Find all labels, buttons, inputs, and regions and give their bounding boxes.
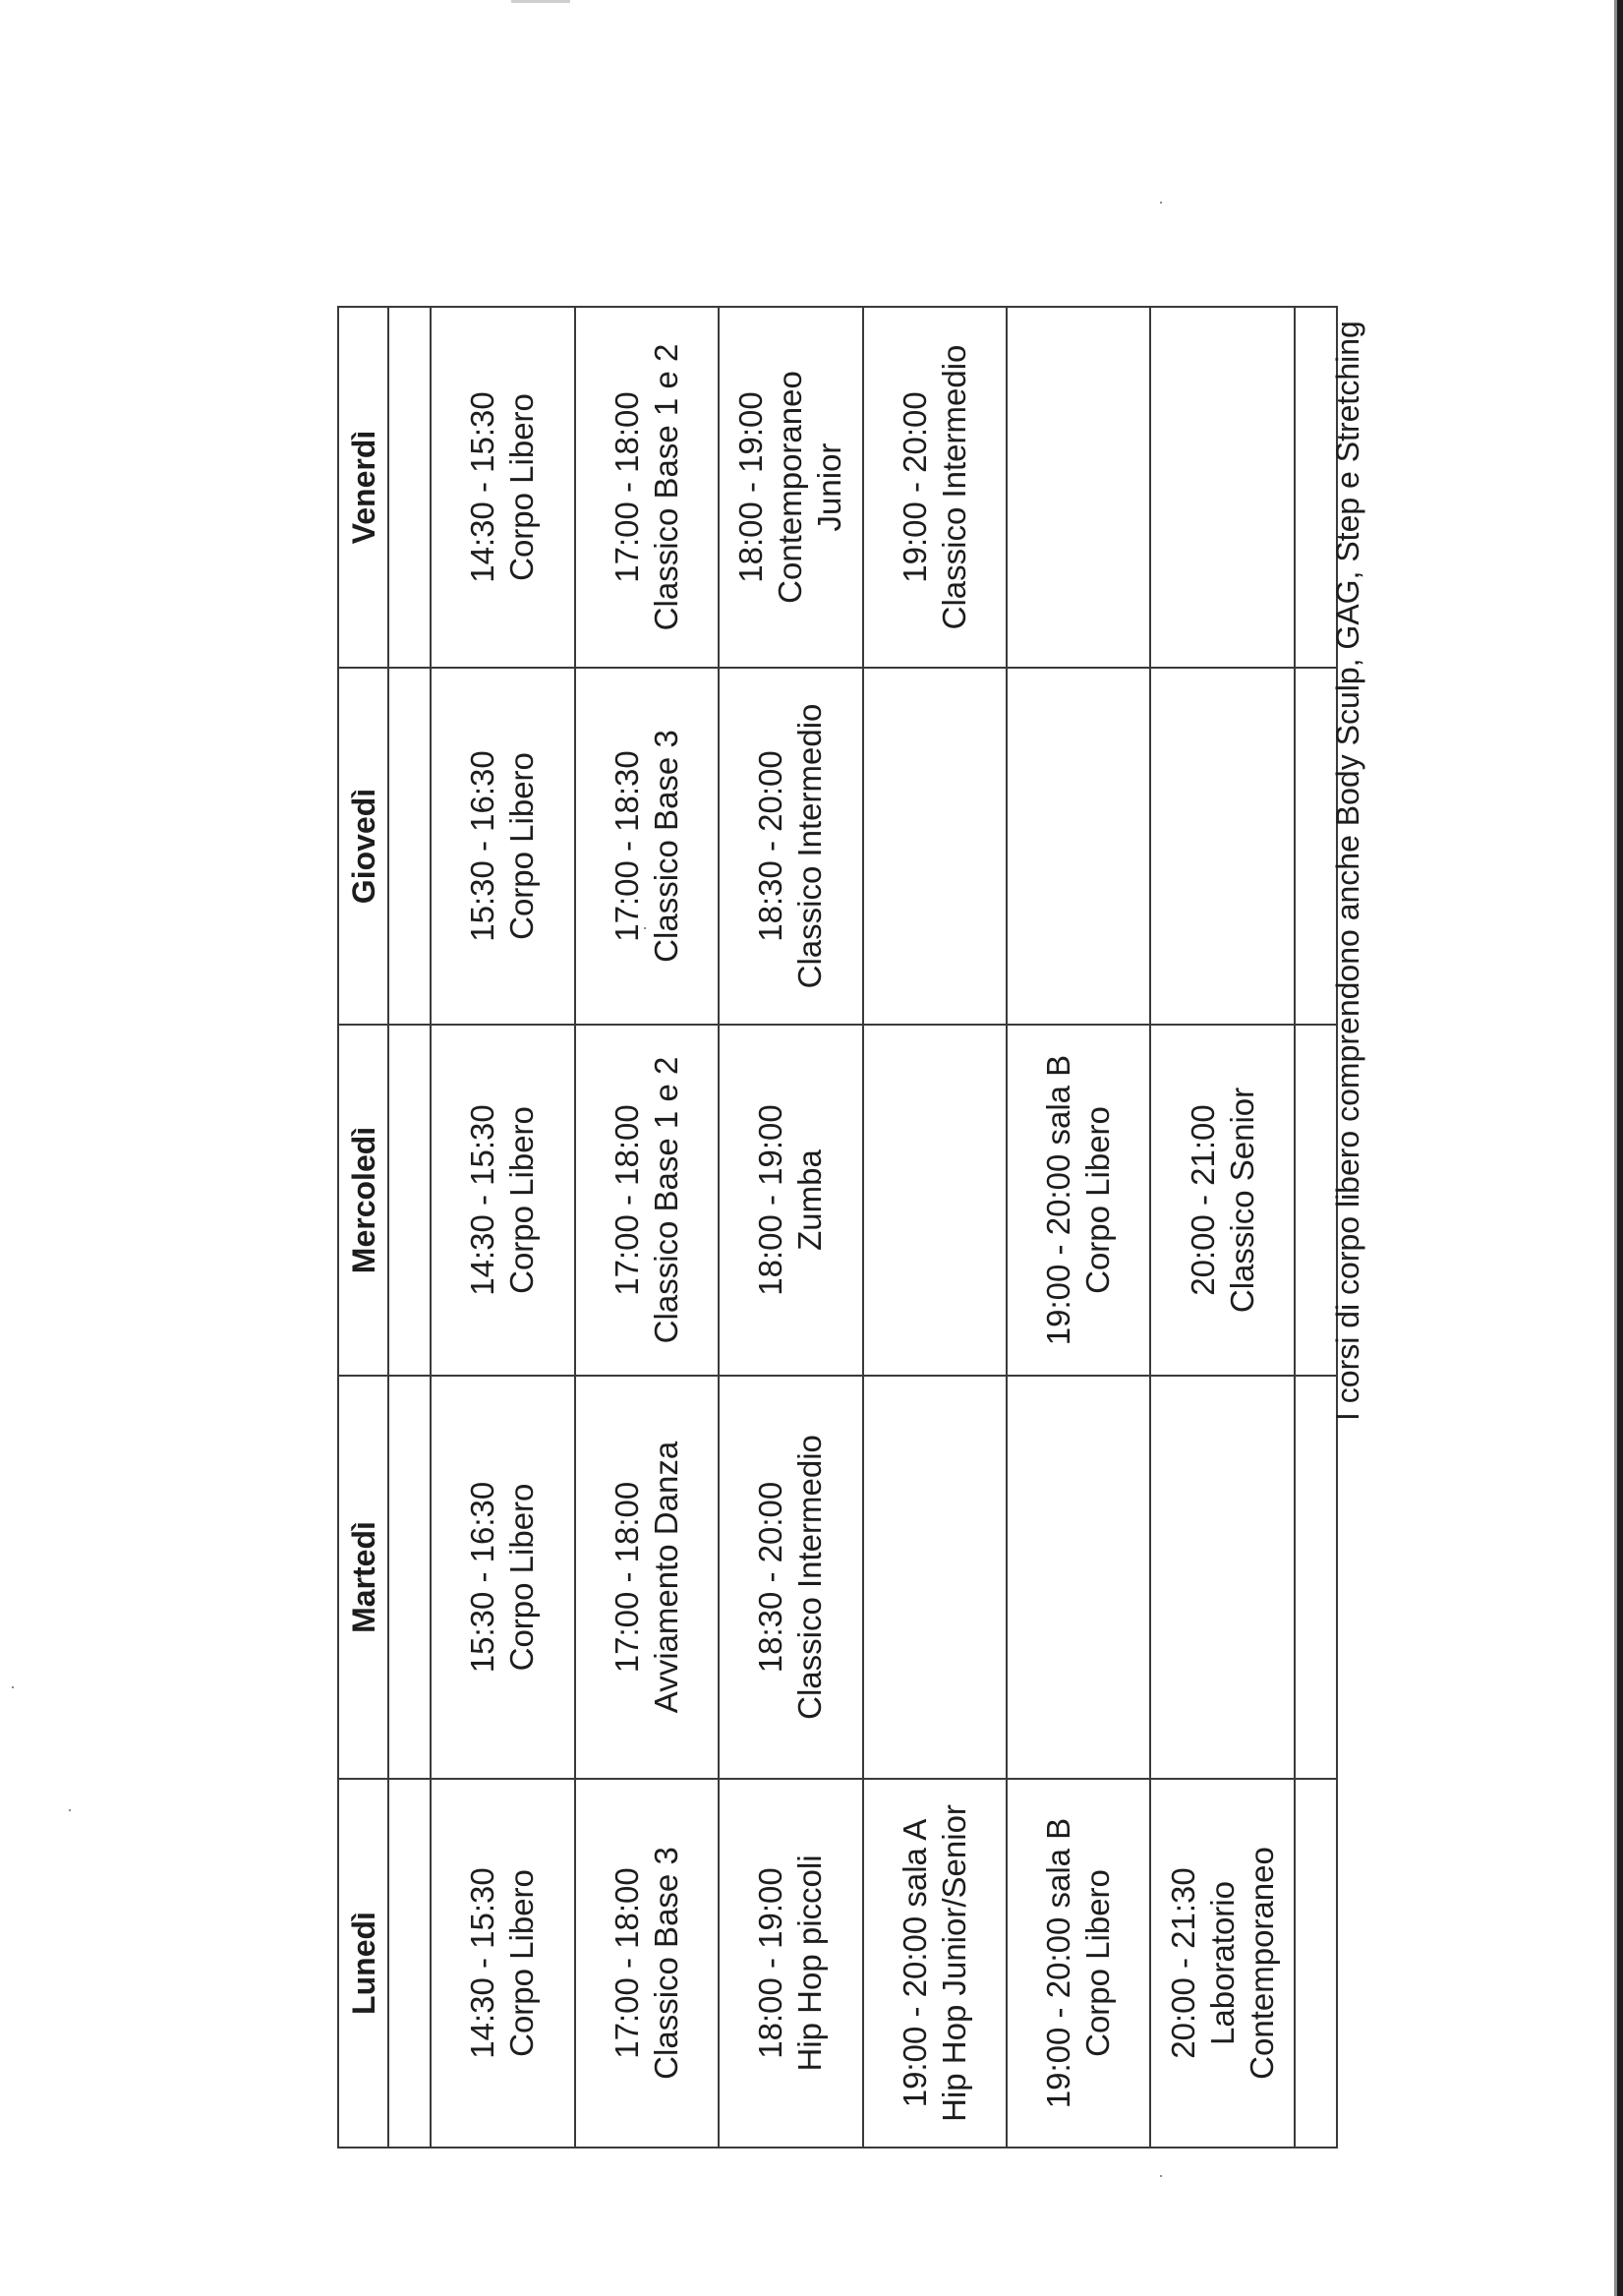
spacer-row [388, 307, 431, 2148]
slot-cell [1150, 307, 1294, 668]
slot-cell [1007, 668, 1150, 1025]
slot-cell [1007, 1025, 1150, 1376]
slot-cell [719, 1779, 862, 2148]
cell-line: Classico Base 3 [647, 730, 684, 963]
slot-cell [431, 668, 574, 1025]
cell-line: 17:00 - 18:00 [608, 1481, 645, 1674]
cell-line: 19:00 - 20:00 [896, 391, 933, 583]
empty-cell [388, 1376, 431, 1779]
cell-line: Classico Intermedio [791, 1435, 829, 1720]
slot-cell [863, 1376, 1007, 1779]
cell-line: Classico Base 3 [647, 1847, 684, 2080]
day-header: Mercoledì [338, 1025, 388, 1376]
cell-line: 18:00 - 19:00 [752, 1104, 789, 1296]
header-row [338, 307, 388, 2148]
cell-line: Corpo Libero [1079, 1869, 1117, 2057]
time-slot-row [1150, 307, 1294, 2148]
cell-line: Classico Intermedio [791, 703, 829, 989]
cell-line: Classico Base 1 e 2 [647, 343, 684, 631]
cell-line: Hip Hop Junior/Senior [935, 1804, 972, 2122]
cell-line: Junior [811, 442, 848, 532]
slot-cell [863, 1025, 1007, 1376]
cell-line: 15:30 - 16:30 [464, 750, 501, 942]
slot-cell [719, 1376, 862, 1779]
cell-line: 19:00 - 20:00 sala B [1040, 1817, 1077, 2109]
slot-cell [575, 307, 719, 668]
schedule-table [337, 306, 1338, 2149]
cell-line: 18:00 - 19:00 [732, 391, 770, 583]
cell-line: 14:30 - 15:30 [464, 1867, 501, 2059]
cell-line: Corpo Libero [1079, 1106, 1117, 1294]
day-header: Giovedì [338, 668, 388, 1025]
time-slot-row [575, 307, 719, 2148]
slot-cell [431, 1376, 574, 1779]
slot-cell [719, 1025, 862, 1376]
cell-line: Zumba [791, 1149, 829, 1251]
cell-line: 17:00 - 18:00 [608, 391, 645, 583]
cell-line: 17:00 - 18:30 [608, 750, 645, 942]
slot-cell [1007, 1376, 1150, 1779]
day-header: Martedì [338, 1376, 388, 1779]
footnote: I corsi di corpo libero comprendono anche Body Sculp, GAG, Step e Stretching [1330, 321, 1365, 1421]
cell-line: Classico Intermedio [935, 344, 972, 630]
slot-cell [719, 307, 862, 668]
slot-cell [1150, 1779, 1294, 2148]
time-slot-row [863, 307, 1007, 2148]
cell-line: 17:00 - 18:00 [608, 1867, 645, 2059]
cell-line: Contemporaneo [772, 371, 809, 604]
slot-cell [1150, 1376, 1294, 1779]
cell-line: 15:30 - 16:30 [464, 1481, 501, 1674]
cell-line: Corpo Libero [503, 752, 541, 940]
slot-cell [719, 668, 862, 1025]
slot-cell [1150, 668, 1294, 1025]
slot-cell [575, 1025, 719, 1376]
cell-line: 18:00 - 19:00 [752, 1867, 789, 2059]
cell-line: Contemporaneo [1243, 1847, 1280, 2080]
cell-line: Corpo Libero [503, 1869, 541, 2057]
empty-cell [1295, 1779, 1337, 2148]
time-slot-row [719, 307, 862, 2148]
cell-line: 18:30 - 20:00 [752, 1481, 789, 1674]
slot-cell [575, 1779, 719, 2148]
cell-line: 20:00 - 21:30 [1164, 1867, 1201, 2059]
empty-cell [388, 1025, 431, 1376]
slot-cell [1007, 1779, 1150, 2148]
cell-line: Classico Base 1 e 2 [647, 1056, 684, 1344]
cell-line: Hip Hop piccoli [791, 1854, 829, 2072]
cell-line: 14:30 - 15:30 [464, 1104, 501, 1296]
slot-cell [431, 307, 574, 668]
cell-line: 14:30 - 15:30 [464, 391, 501, 583]
empty-cell [1295, 1376, 1337, 1779]
time-slot-row [431, 307, 574, 2148]
cell-line: 17:00 - 18:00 [608, 1104, 645, 1296]
slot-cell [863, 668, 1007, 1025]
cell-line: Corpo Libero [503, 1106, 541, 1294]
cell-line: Classico Senior [1223, 1087, 1260, 1314]
time-slot-row [1007, 307, 1150, 2148]
slot-cell [1150, 1025, 1294, 1376]
cell-line: Laboratorio [1203, 1881, 1241, 2045]
cell-line: 19:00 - 20:00 sala B [1040, 1054, 1077, 1346]
empty-cell [388, 307, 431, 668]
slot-cell [431, 1779, 574, 2148]
cell-line: 20:00 - 21:00 [1184, 1104, 1221, 1296]
cell-line: Corpo Libero [503, 393, 541, 581]
empty-cell [388, 1779, 431, 2148]
empty-cell [388, 668, 431, 1025]
slot-cell [863, 307, 1007, 668]
cell-line: 19:00 - 20:00 sala A [896, 1818, 933, 2108]
day-header: Lunedì [338, 1779, 388, 2148]
slot-cell [575, 668, 719, 1025]
slot-cell [575, 1376, 719, 1779]
slot-cell [431, 1025, 574, 1376]
slot-cell [863, 1779, 1007, 2148]
day-header: Venerdì [338, 307, 388, 668]
slot-cell [1007, 307, 1150, 668]
cell-line: Corpo Libero [503, 1483, 541, 1672]
cell-line: Avviamento Danza [647, 1441, 684, 1714]
cell-line: 18:30 - 20:00 [752, 750, 789, 942]
